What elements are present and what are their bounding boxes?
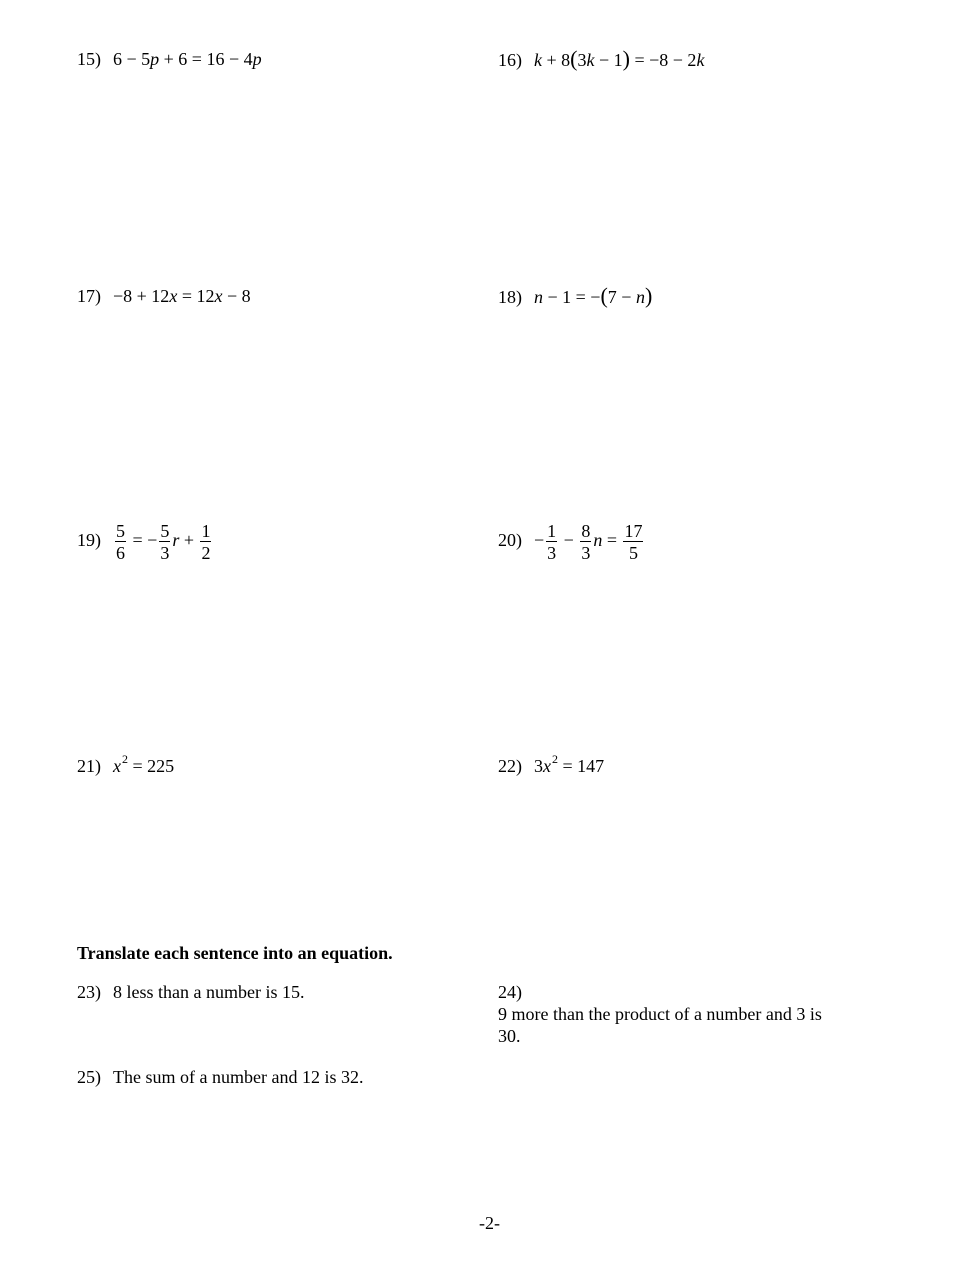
problem-number: 20) bbox=[498, 530, 522, 551]
problem-23 bbox=[77, 981, 304, 1003]
expr-text: −8 + 12 bbox=[113, 286, 170, 306]
exponent: 2 bbox=[122, 752, 128, 766]
expr-text: + bbox=[179, 530, 199, 551]
problem-number: 22) bbox=[498, 756, 522, 776]
expr-text: − 1 = − bbox=[543, 287, 601, 307]
variable: x bbox=[169, 286, 178, 306]
denominator: 5 bbox=[628, 543, 638, 563]
denominator: 3 bbox=[581, 543, 591, 563]
exponent: 2 bbox=[552, 752, 558, 766]
numerator: 5 bbox=[116, 521, 125, 541]
problem-24 bbox=[498, 981, 838, 1047]
problem-text: The sum of a number and 12 is 32. bbox=[113, 1067, 364, 1087]
numerator: 1 bbox=[547, 521, 557, 541]
fraction bbox=[580, 522, 591, 562]
problem-number: 15) bbox=[77, 49, 101, 69]
problem-text: 9 more than the product of a number and 3 is 30. bbox=[498, 1004, 822, 1046]
expr-text: − 8 bbox=[222, 286, 251, 306]
right-paren: ) bbox=[622, 46, 630, 71]
denominator: 3 bbox=[547, 543, 557, 563]
variable: x bbox=[113, 756, 121, 776]
variable: k bbox=[534, 50, 542, 70]
problem-number: 17) bbox=[77, 286, 101, 306]
problem-number: 16) bbox=[498, 50, 522, 70]
expr-text: − 1 bbox=[594, 50, 623, 70]
expr-text: = 12 bbox=[177, 286, 215, 306]
page-number: -2- bbox=[479, 1213, 500, 1233]
problem-20 bbox=[498, 522, 645, 562]
problem-text: 8 less than a number is 15. bbox=[113, 982, 305, 1002]
denominator: 6 bbox=[116, 543, 125, 563]
expr-text: = 225 bbox=[128, 756, 175, 776]
problem-18 bbox=[498, 285, 652, 308]
fraction bbox=[115, 522, 126, 562]
numerator: 5 bbox=[160, 521, 170, 541]
left-paren: ( bbox=[570, 46, 578, 71]
expr-text: + 8 bbox=[542, 50, 571, 70]
problem-number: 24) bbox=[498, 982, 522, 1002]
expr-text: − bbox=[534, 530, 545, 551]
problem-25 bbox=[77, 1066, 363, 1088]
section-heading: Translate each sentence into an equation. bbox=[77, 943, 393, 963]
problem-21 bbox=[77, 752, 175, 779]
variable: x bbox=[543, 756, 551, 776]
problem-22 bbox=[498, 752, 605, 779]
expr-text: = 147 bbox=[558, 756, 605, 776]
problem-number: 19) bbox=[77, 530, 101, 551]
variable: x bbox=[214, 286, 223, 306]
variable: r bbox=[172, 530, 180, 551]
numerator: 8 bbox=[581, 521, 591, 541]
variable: k bbox=[696, 50, 705, 70]
problem-17 bbox=[77, 285, 251, 307]
denominator: 3 bbox=[160, 543, 170, 563]
expr-text: 7 − bbox=[607, 287, 636, 307]
variable: p bbox=[150, 49, 160, 69]
expr-text: − bbox=[559, 530, 579, 551]
problem-19 bbox=[77, 522, 213, 562]
numerator: 1 bbox=[201, 521, 211, 541]
variable: p bbox=[252, 49, 262, 69]
expr-text: = −8 − 2 bbox=[629, 50, 697, 70]
expr-text: 3 bbox=[534, 756, 543, 776]
expr-text: = bbox=[602, 530, 622, 551]
problem-number: 18) bbox=[498, 287, 522, 307]
fraction bbox=[546, 522, 557, 562]
problem-number: 25) bbox=[77, 1067, 101, 1087]
variable: n bbox=[593, 530, 603, 551]
problem-number: 23) bbox=[77, 982, 101, 1002]
denominator: 2 bbox=[201, 543, 211, 563]
fraction bbox=[200, 522, 211, 562]
numerator: 17 bbox=[624, 521, 643, 541]
expr-text: 3 bbox=[577, 50, 587, 70]
problem-16 bbox=[498, 48, 704, 71]
problem-number: 21) bbox=[77, 756, 101, 776]
fraction bbox=[623, 522, 643, 562]
right-paren: ) bbox=[644, 283, 653, 308]
expr-text: + 6 = 16 − 4 bbox=[159, 49, 253, 69]
variable: n bbox=[635, 287, 645, 307]
left-paren: ( bbox=[600, 283, 608, 308]
expr-text: 6 − 5 bbox=[113, 49, 151, 69]
variable: n bbox=[534, 287, 543, 307]
problem-15 bbox=[77, 48, 262, 70]
expr-text: = − bbox=[128, 530, 158, 551]
fraction bbox=[159, 522, 170, 562]
variable: k bbox=[586, 50, 595, 70]
